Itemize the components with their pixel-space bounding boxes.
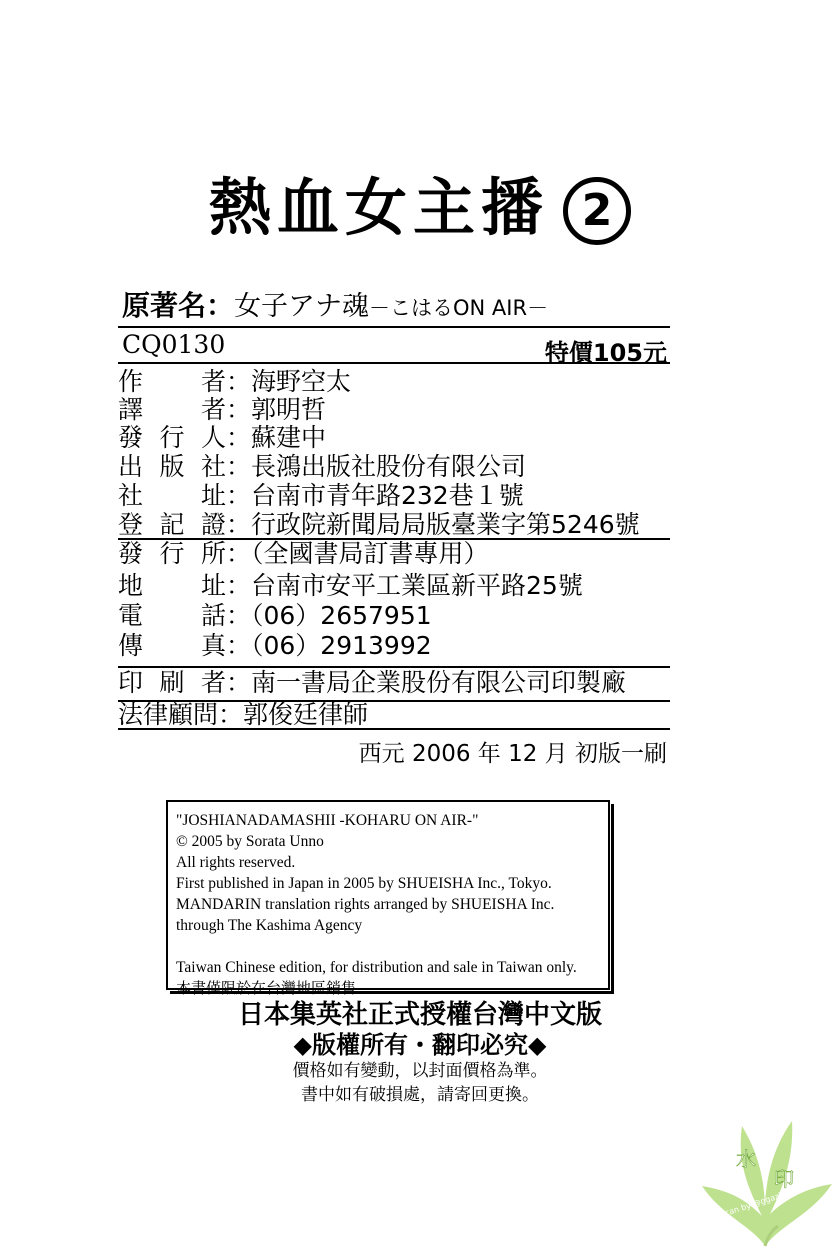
watermark-char-1: 水 [736,1147,756,1171]
info-row-label: 社 址 [118,481,226,510]
copyright-box [166,800,610,997]
spacer [176,936,600,957]
watermark-char-2: 印 [774,1167,794,1191]
info-row [118,424,326,452]
price-note: 價格如有變動，以封面價格為準。 [292,1061,548,1081]
info-row-value: ：南一書局企業股份有限公司印製廠 [226,668,627,697]
info-row-label: 發行所 [118,539,226,568]
info-row [118,396,326,424]
info-row [118,632,432,660]
info-row-value: ：行政院新聞局局版臺業字第5246號 [226,510,640,539]
copyright-line: MANDARIN translation rights arranged by SHUEISHA Inc. [176,896,555,913]
copyright-line: First published in Japan in 2005 by SHUEISHA Inc., Tokyo. [176,875,552,892]
info-row [118,669,626,697]
info-row-value: ：郭明哲 [226,395,327,424]
divider [118,728,670,730]
info-row-value: ：台南市青年路232巷１號 [226,481,524,510]
info-row-label: 登記證 [118,510,226,539]
info-row-label: 地 址 [118,571,226,600]
info-row-label: 出版社 [118,452,226,481]
info-row [118,701,368,729]
info-row-value: ：長鴻出版社股份有限公司 [226,452,527,481]
volume-number: 2 [563,177,631,245]
info-row-value: ：（全國書局訂書專用） [226,539,489,568]
info-row [118,540,489,568]
damage-note: 書中如有破損處，請寄回更換。 [301,1085,539,1105]
info-row [118,453,526,481]
original-title [122,284,548,324]
info-row-value: ：（06）2913992 [226,631,432,660]
taiwan-only-line: 本書僅限於在台灣地區銷售 [176,979,357,997]
info-row [118,572,583,600]
info-row-label: 印刷者 [118,668,226,697]
info-row-value: ：台南市安平工業區新平路25號 [226,571,583,600]
info-row-value: ：海野空太 [226,367,352,396]
info-row [118,602,432,630]
divider [118,700,670,702]
book-title [0,170,840,246]
product-code: CQ0130 [122,330,226,359]
divider [118,666,670,668]
copyright-line: "JOSHIANADAMASHII -KOHARU ON AIR-" [176,812,479,829]
info-row-value: ：蘇建中 [226,423,327,452]
copyright-line: through The Kashima Agency [176,917,363,934]
authorization-statement: 日本集英社正式授權台灣中文版 [237,1000,602,1030]
info-row-label: 法律顧問 [118,700,219,729]
price: 特價105元 [544,339,667,367]
original-title-sub: －こはるON AIR－ [369,296,549,320]
info-row-label: 電 話 [118,601,226,630]
info-row-value: ：郭俊廷律師 [218,700,369,729]
divider [118,538,670,540]
divider [118,362,670,364]
info-row [118,482,524,510]
info-row-label: 譯 者 [118,395,226,424]
info-row-label: 作 者 [118,367,226,396]
copyright-line: © 2005 by Sorata Unno [176,833,324,850]
book-title-text: 熱血女主播 [208,171,549,244]
edition-date: 西元 2006 年 12 月 初版一刷 [358,741,667,767]
rights-reserved: ◆版權所有・翻印必究◆ [293,1031,547,1059]
info-row [118,511,640,539]
original-title-label: 原著名： [122,289,235,322]
copyright-line: All rights reserved. [176,854,296,871]
info-row-label: 發行人 [118,423,226,452]
watermark-credit: Scan by @ggazZar11 [718,1184,803,1220]
divider [118,326,670,328]
info-row-value: ：（06）2657951 [226,601,432,630]
info-row [118,368,351,396]
original-title-name: 女子アナ魂 [234,291,370,322]
taiwan-edition-line: Taiwan Chinese edition, for distribution and sale in Taiwan only. [176,959,577,976]
leaf-watermark-icon [692,1106,838,1254]
info-row-label: 傳 真 [118,631,226,660]
